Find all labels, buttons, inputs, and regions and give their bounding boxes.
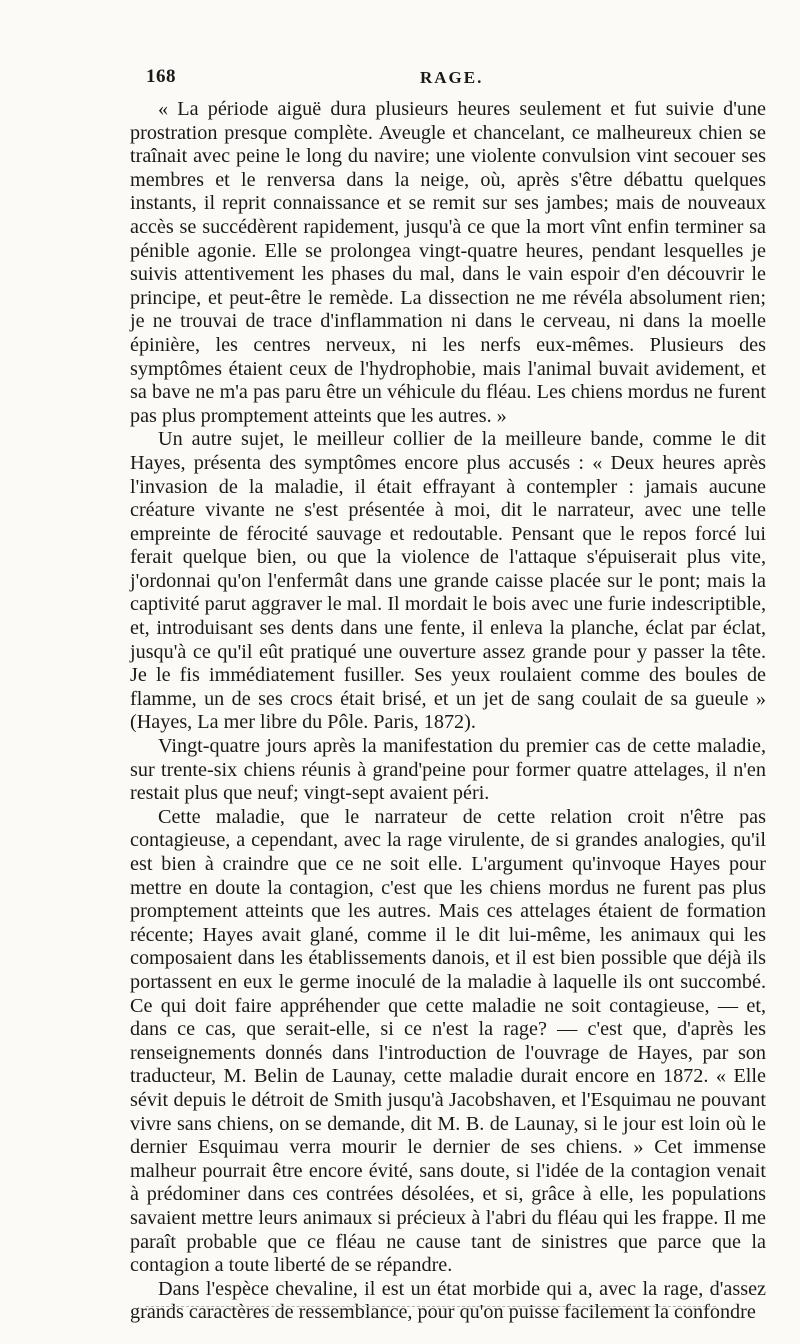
paragraph-contagion-argument: Cette maladie, que le narrateur de cette relation croit n'être pas contagieuse, a cependant, avec la rage virulente, de si grandes analogies, qu'il est bien à craindre que ce ne soit elle. L'argument qu'invoque Hayes pour mettre en doute la contagion, c'est que les chiens mordus ne furent pas plus promptement atteints que les autres. Mais ces attelages étaient de formation récente; Hayes avait glané, comme il le dit lui-même, les animaux qui les composaient dans les établissements danois, et il est bien possible que déjà ils portassent en eux le germe inoculé de la maladie à laquelle ils ont succombé. Ce qui doit faire appréhender que cette maladie ne soit contagieuse, — et, dans ce cas, que serait-elle, si ce n'est la rage? — c'est que, d'après les renseignements donnés dans l'introduction de l'ouvrage de Hayes, par son traducteur, M. Belin de Launay, cette maladie durait encore en 1872. « Elle sévit depuis le détroit de Smith jusqu'à Jacobshaven, et l'Esquimau ne pouvant vivre sans chiens, on se demande, dit M. B. de Launay, si le jour est loin où le dernier Esquimau verra mourir le dernier de ses chiens. » Cet immense malheur pourrait être encore évité, sans doute, si l'idée de la contagion venait à prédominer dans ces contrées désolées, et si, grâce à elle, les populations savaient mettre leurs animaux si précieux à l'abri du fléau qui les frappe. Il me paraît probable que ce fléau ne cause tant de sinistres que parce que la contagion a toute liberté de se répandre. xyxy=(130,805,766,1277)
running-head: RAGE. xyxy=(420,68,484,87)
paragraph-twenty-four-days: Vingt-quatre jours après la manifestation du premier cas de cette maladie, sur trente-six chiens réunis à grand'peine pour former quatre attelages, il n'en restait plus que neuf; vingt-sept avaient péri. xyxy=(130,735,766,805)
paragraph-quote-hayes-first: « La période aiguë dura plusieurs heures seulement et fut suivie d'une prostration presque complète. Aveugle et chancelant, ce malheureux chien se traînait avec peine le long du navire; une violente convulsion vint secouer ses membres et le renversa dans la neige, où, après s'être débattu quelques instants, il reprit connaissance et se remit sur ses jambes; mais de nouveaux accès se succédèrent rapidement, jusqu'à ce que la mort vînt enfin terminer sa pénible agonie. Elle se prolongea vingt-quatre heures, pendant lesquelles je suivis attentivement les phases du mal, dans le vain espoir d'en découvrir le principe, et peut-être le remède. La dissection ne me révéla absolument rien; je ne trouvai de trace d'inflammation ni dans le cerveau, ni dans la moelle épinière, les centres nerveux, ni les nerfs eux-mêmes. Plusieurs des symptômes étaient ceux de l'hydrophobie, mais l'animal buvait avidement, et sa bave ne m'a pas paru être un véhicule du fléau. Les chiens mordus ne furent pas plus promptement atteints que les autres. » xyxy=(130,98,766,427)
body-text xyxy=(130,98,766,1325)
paragraph-equine-species: Dans l'espèce chevaline, il est un état morbide qui a, avec la rage, d'assez grands caractères de ressemblance, pour qu'on puisse facilement la confondre xyxy=(130,1277,766,1324)
paragraph-second-subject: Un autre sujet, le meilleur collier de la meilleure bande, comme le dit Hayes, présenta des symptômes encore plus accusés : « Deux heures après l'invasion de la maladie, il était effrayant à contempler : jamais aucune créature vivante ne s'est présentée à moi, dit le narrateur, avec une telle empreinte de férocité sauvage et redoutable. Pensant que le repos forcé lui ferait quelque bien, ou que la violence de l'attaque s'épuiserait plus vite, j'ordonnai qu'on l'enfermât dans une grande caisse placée sur le pont; mais la captivité parut aggraver le mal. Il mordait le bois avec une furie indescriptible, et, introduisant ses dents dans une fente, il enleva la planche, éclat par éclat, jusqu'à ce qu'il eût pratiqué une ouverture assez grande pour y passer la tête. Je le fis immédiatement fusiller. Ses yeux roulaient comme des boules de flamme, un de ses crocs était brisé, et un jet de sang coulait de sa gueule » (Hayes, La mer libre du Pôle. Paris, 1872). xyxy=(130,428,766,734)
page-header xyxy=(0,66,800,96)
footer-rule xyxy=(146,1306,716,1307)
page-number: 168 xyxy=(146,66,176,87)
